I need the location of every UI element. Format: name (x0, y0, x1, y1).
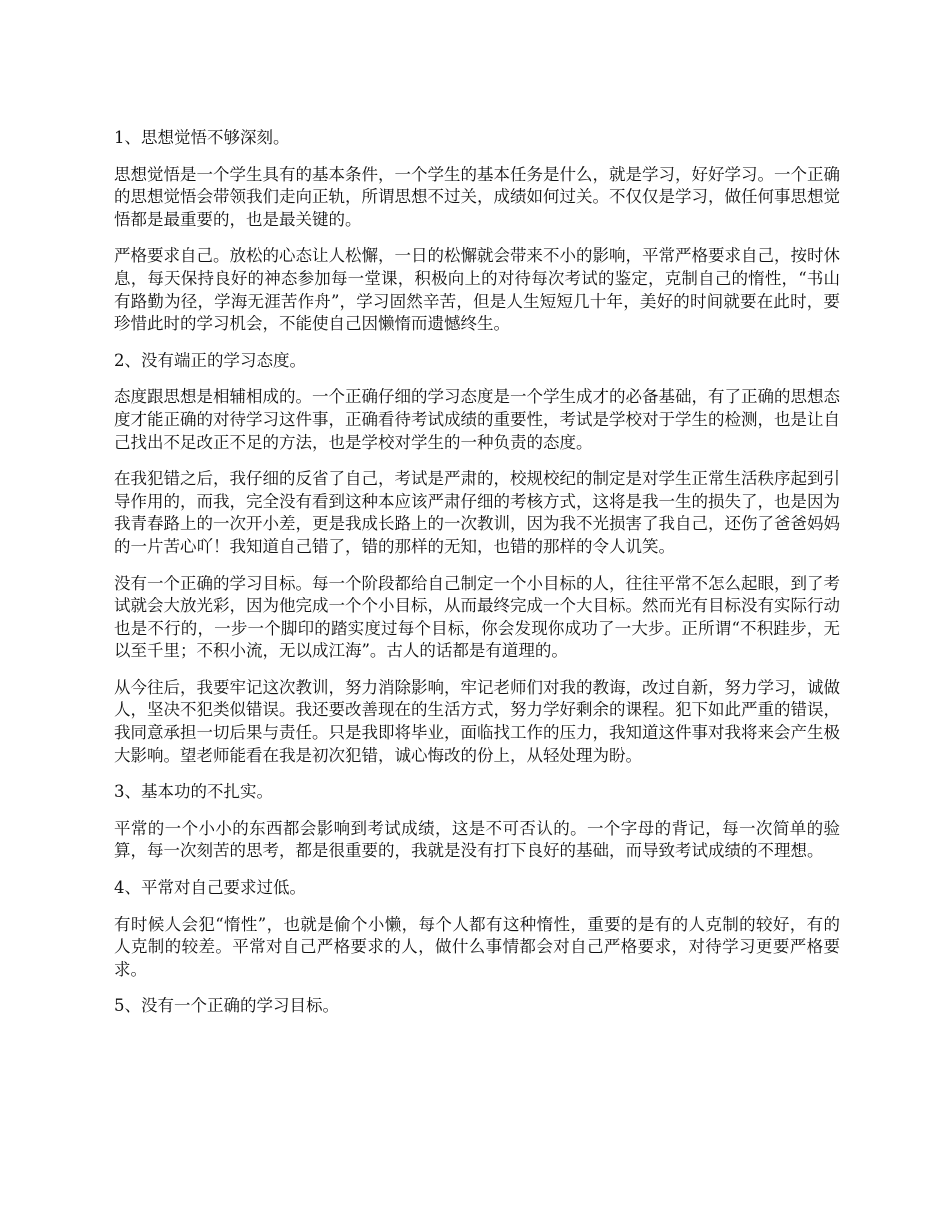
paragraph: 没有一个正确的学习目标。每一个阶段都给自己制定一个小目标的人，往往平常不怎么起眼，到了考试就会大放光彩，因为他完成一个个小目标，从而最终完成一个大目标。然而光有目标没有实际行动也是不行的，一步一个脚印的踏实度过每个目标，你会发现你成功了一大步。正所谓“不积跬步，无以至千里；不积小流，无以成江海”。古人的话都是有道理的。 (114, 573, 840, 661)
paragraph: 平常的一个小小的东西都会影响到考试成绩，这是不可否认的。一个字母的背记，每一次简单的验算，每一次刻苦的思考，都是很重要的，我就是没有打下良好的基础，而导致考试成绩的不理想。 (114, 818, 840, 861)
section-heading-5: 5、没有一个正确的学习目标。 (114, 996, 339, 1016)
paragraph: 思想觉悟是一个学生具有的基本条件，一个学生的基本任务是什么，就是学习，好好学习。一个正确的思想觉悟会带领我们走向正轨，所谓思想不过关，成绩如何过关。不仅仅是学习，做任何事思想觉悟都是最重要的，也是最关键的。 (114, 164, 840, 229)
paragraph: 有时候人会犯“惰性”，也就是偷个小懒，每个人都有这种惰性，重要的是有的人克制的较好，有的人克制的较差。平常对自己严格要求的人，做什么事情都会对自己严格要求，对待学习更要严格要求。 (114, 914, 840, 979)
section-heading-2: 2、没有端正的学习态度。 (114, 350, 306, 370)
paragraph: 在我犯错之后，我仔细的反省了自己，考试是严肃的，校规校纪的制定是对学生正常生活秩序起到引导作用的，而我，完全没有看到这种本应该严肃仔细的考核方式，这将是我一生的损失了，也是因为我青春路上的一次开小差，更是我成长路上的一次教训，因为我不光损害了我自己，还伤了爸爸妈妈的一片苦心吖！我知道自己错了，错的那样的无知，也错的那样的令人讥笑。 (114, 469, 840, 556)
paragraph: 态度跟思想是相辅相成的。一个正确仔细的学习态度是一个学生成才的必备基础，有了正确的思想态度才能正确的对待学习这件事，正确看待考试成绩的重要性，考试是学校对于学生的检测，也是让自己找出不足改正不足的方法，也是学校对学生的一种负责的态度。 (114, 387, 840, 452)
paragraph: 从今往后，我要牢记这次教训，努力消除影响，牢记老师们对我的教诲，改过自新，努力学习，诚做人，坚决不犯类似错误。我还要改善现在的生活方式，努力学好剩余的课程。犯下如此严重的错误，我同意承担一切后果与责任。只是我即将毕业，面临找工作的压力，我知道这件事对我将来会产生极大影响。望老师能看在我是初次犯错，诚心悔改的份上，从轻处理为盼。 (114, 677, 840, 765)
document-body (114, 127, 840, 1032)
paragraph: 严格要求自己。放松的心态让人松懈，一日的松懈就会带来不小的影响，平常严格要求自己，按时休息，每天保持良好的神态参加每一堂课，积极向上的对待每次考试的鉴定，克制自己的惰性，“书山有路勤为径，学海无涯苦作舟”，学习固然辛苦，但是人生短短几十年，美好的时间就要在此时，要珍惜此时的学习机会，不能使自己因懒惰而遗憾终生。 (114, 246, 840, 334)
section-heading-3: 3、基本功的不扎实。 (114, 782, 273, 802)
section-heading-4: 4、平常对自己要求过低。 (114, 878, 306, 898)
section-heading-1: 1、思想觉悟不够深刻。 (114, 128, 290, 147)
